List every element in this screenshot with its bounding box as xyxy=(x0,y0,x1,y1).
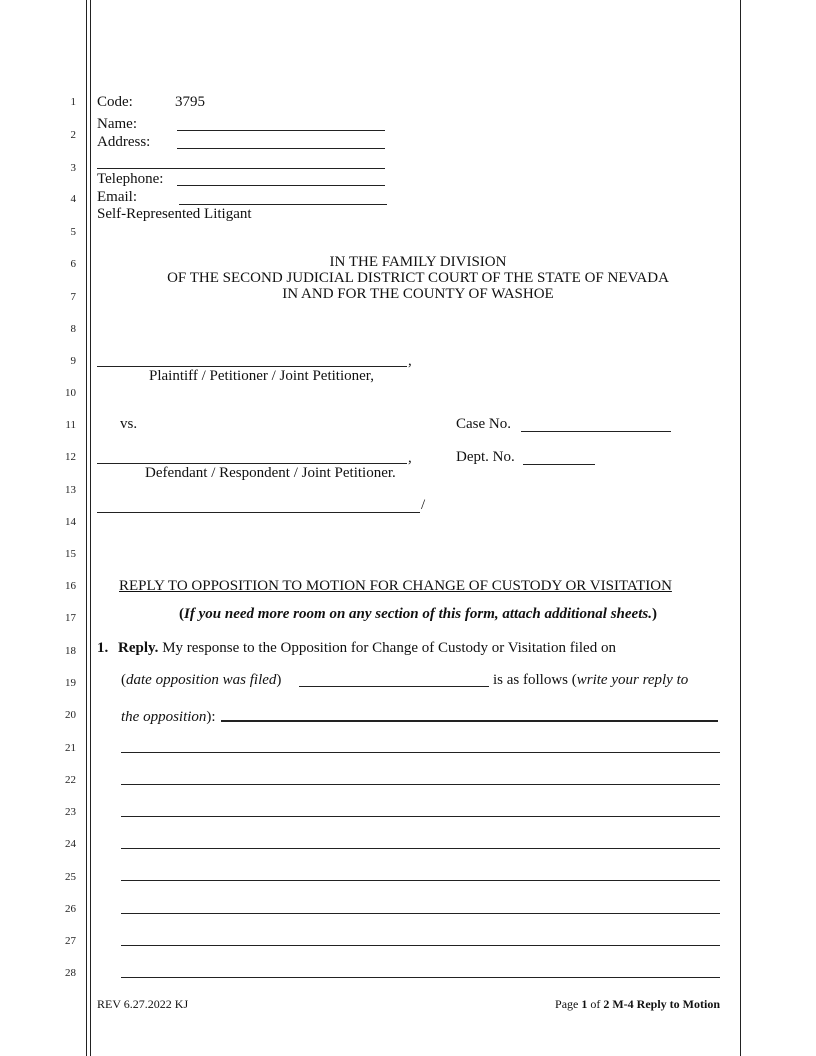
line-number: 17 xyxy=(65,612,76,624)
footer-revision: REV 6.27.2022 KJ xyxy=(97,997,189,1011)
reply-answer-line-7[interactable] xyxy=(121,913,720,914)
line-number: 2 xyxy=(70,129,76,141)
write-hint: write your reply to xyxy=(576,672,689,688)
page-total: 2 xyxy=(603,997,610,1011)
date-hint: date opposition was filed xyxy=(126,672,277,688)
line-number: 28 xyxy=(65,967,76,979)
litigant-label: Self-Represented Litigant xyxy=(97,206,252,222)
court-heading-line1: IN THE FAMILY DIVISION xyxy=(329,254,507,270)
line-number: 1 xyxy=(70,96,76,108)
line-number: 21 xyxy=(65,742,76,754)
line-number: 26 xyxy=(65,903,76,915)
plaintiff-comma: , xyxy=(408,353,412,369)
line-number: 7 xyxy=(70,291,76,303)
page-current: 1 xyxy=(581,997,588,1011)
telephone-field[interactable] xyxy=(177,185,385,186)
plaintiff-label: Plaintiff / Petitioner / Joint Petitioner, xyxy=(149,368,374,384)
reply-answer-line-5[interactable] xyxy=(121,848,720,849)
form-title: REPLY TO OPPOSITION TO MOTION FOR CHANGE OF CUSTODY OR VISITATION xyxy=(119,578,672,594)
reply-answer-line-3[interactable] xyxy=(121,784,720,785)
defendant-name-field[interactable] xyxy=(97,463,407,464)
line-number: 10 xyxy=(65,387,76,399)
name-label: Name: xyxy=(97,116,137,132)
reply-answer-line-4[interactable] xyxy=(121,816,720,817)
line-number: 4 xyxy=(70,193,76,205)
caption-end-slash: / xyxy=(421,497,426,513)
opposition-date-field[interactable] xyxy=(299,686,489,687)
left-margin-rule xyxy=(86,0,87,1056)
left-margin-rule-inner xyxy=(90,0,91,1056)
line-number: 3 xyxy=(70,162,76,174)
reply-line2: (date opposition was filed) xyxy=(121,672,282,688)
line-number: 14 xyxy=(65,516,76,528)
line-number: 12 xyxy=(65,451,76,463)
email-field[interactable] xyxy=(179,204,387,205)
reply-text: My response to the Opposition for Change of Custody or Visitation filed on xyxy=(162,640,616,656)
reply-line1 xyxy=(97,640,616,657)
vs-label: vs. xyxy=(120,416,138,432)
defendant-label: Defendant / Respondent / Joint Petitioner. xyxy=(145,465,396,481)
address-label: Address: xyxy=(97,134,151,150)
instruction-line: (If you need more room on any section of this form, attach additional sheets.) xyxy=(179,606,657,622)
caption-end-rule xyxy=(97,512,420,513)
line-number: 11 xyxy=(65,419,76,431)
line-number: 23 xyxy=(65,806,76,818)
instruction-text: If you need more room on any section of this form, attach additional sheets. xyxy=(184,606,652,622)
dept-no-field[interactable] xyxy=(523,464,595,465)
line-number: 6 xyxy=(70,258,76,270)
line-number: 18 xyxy=(65,645,76,657)
reply-answer-line-6[interactable] xyxy=(121,880,720,881)
code-label: Code: xyxy=(97,94,133,110)
line-number: 15 xyxy=(65,548,76,560)
name-field[interactable] xyxy=(177,130,385,131)
case-no-label: Case No. xyxy=(456,416,511,432)
reply-line3: the opposition): xyxy=(121,709,216,725)
case-no-field[interactable] xyxy=(521,431,671,432)
opposition-hint: the opposition xyxy=(121,709,207,725)
court-heading-line2: OF THE SECOND JUDICIAL DISTRICT COURT OF THE STATE OF NEVADA xyxy=(167,270,669,286)
footer-page-info: Page 1 of 2 M-4 Reply to Motion xyxy=(555,997,720,1011)
address-field[interactable] xyxy=(177,148,385,149)
line-number: 25 xyxy=(65,871,76,883)
reply-answer-line-1[interactable] xyxy=(221,720,718,722)
line-number: 24 xyxy=(65,838,76,850)
line-number: 13 xyxy=(65,484,76,496)
code-value: 3795 xyxy=(175,94,205,110)
email-label: Email: xyxy=(97,189,137,205)
follows-text: is as follows ( xyxy=(493,672,577,688)
defendant-comma: , xyxy=(408,450,412,466)
address-field-line2[interactable] xyxy=(97,168,385,169)
line-number: 9 xyxy=(70,355,76,367)
form-name: M-4 Reply to Motion xyxy=(612,997,720,1011)
line-number: 19 xyxy=(65,677,76,689)
reply-number: 1. xyxy=(97,640,109,656)
line-number: 16 xyxy=(65,580,76,592)
line-number: 8 xyxy=(70,323,76,335)
dept-no-label: Dept. No. xyxy=(456,449,515,465)
line-number: 20 xyxy=(65,709,76,721)
line-number: 5 xyxy=(70,226,76,238)
plaintiff-name-field[interactable] xyxy=(97,366,407,367)
telephone-label: Telephone: xyxy=(97,171,164,187)
reply-answer-line-8[interactable] xyxy=(121,945,720,946)
line-number: 22 xyxy=(65,774,76,786)
reply-answer-line-2[interactable] xyxy=(121,752,720,753)
reply-heading: Reply. xyxy=(118,640,159,656)
line-number: 27 xyxy=(65,935,76,947)
right-margin-rule xyxy=(740,0,741,1056)
follows-line xyxy=(493,672,688,689)
reply-answer-line-9[interactable] xyxy=(121,977,720,978)
court-heading-line3: IN AND FOR THE COUNTY OF WASHOE xyxy=(282,286,554,302)
